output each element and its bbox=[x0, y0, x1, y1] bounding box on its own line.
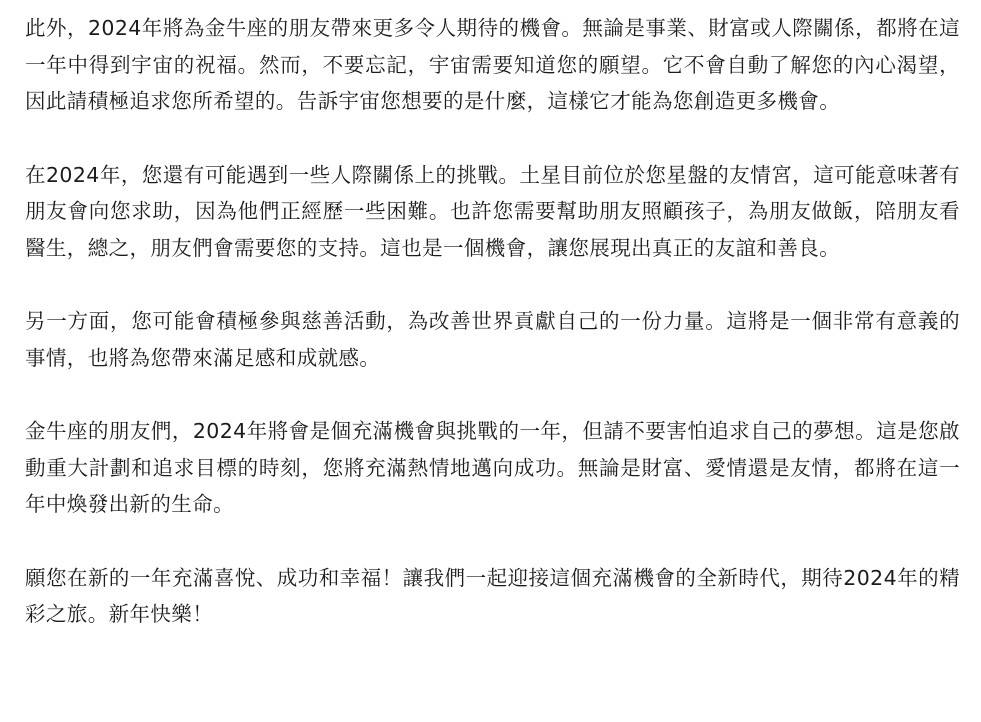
paragraph-new-year-wishes: 願您在新的一年充滿喜悅、成功和幸福！讓我們一起迎接這個充滿機會的全新時代，期待2024年的精彩之旅。新年快樂！ bbox=[25, 565, 960, 626]
paragraph-dreams: 金牛座的朋友們，2024年將會是個充滿機會與挑戰的一年，但請不要害怕追求自己的夢想。這是您啟動重大計劃和追求目標的時刻，您將充滿熱情地邁向成功。無論是財富、愛情還是友情，都將在這一年中煥發出新的生命。 bbox=[25, 419, 960, 516]
article-body bbox=[25, 10, 960, 633]
paragraph-opportunities: 此外，2024年將為金牛座的朋友帶來更多令人期待的機會。無論是事業、財富或人際關係，都將在這一年中得到宇宙的祝福。然而，不要忘記，宇宙需要知道您的願望。它不會自動了解您的內心渴望，因此請積極追求您所希望的。告訴宇宙您想要的是什麼，這樣它才能為您創造更多機會。 bbox=[25, 16, 960, 113]
paragraph-relationship-challenges: 在2024年，您還有可能遇到一些人際關係上的挑戰。土星目前位於您星盤的友情宮，這可能意味著有朋友會向您求助，因為他們正經歷一些困難。也許您需要幫助朋友照顧孩子，為朋友做飯，陪朋友看醫生，總之，朋友們會需要您的支持。這也是一個機會，讓您展現出真正的友誼和善良。 bbox=[25, 162, 960, 260]
paragraph-charity: 另一方面，您可能會積極參與慈善活動，為改善世界貢獻自己的一份力量。這將是一個非常有意義的事情，也將為您帶來滿足感和成就感。 bbox=[25, 309, 960, 370]
